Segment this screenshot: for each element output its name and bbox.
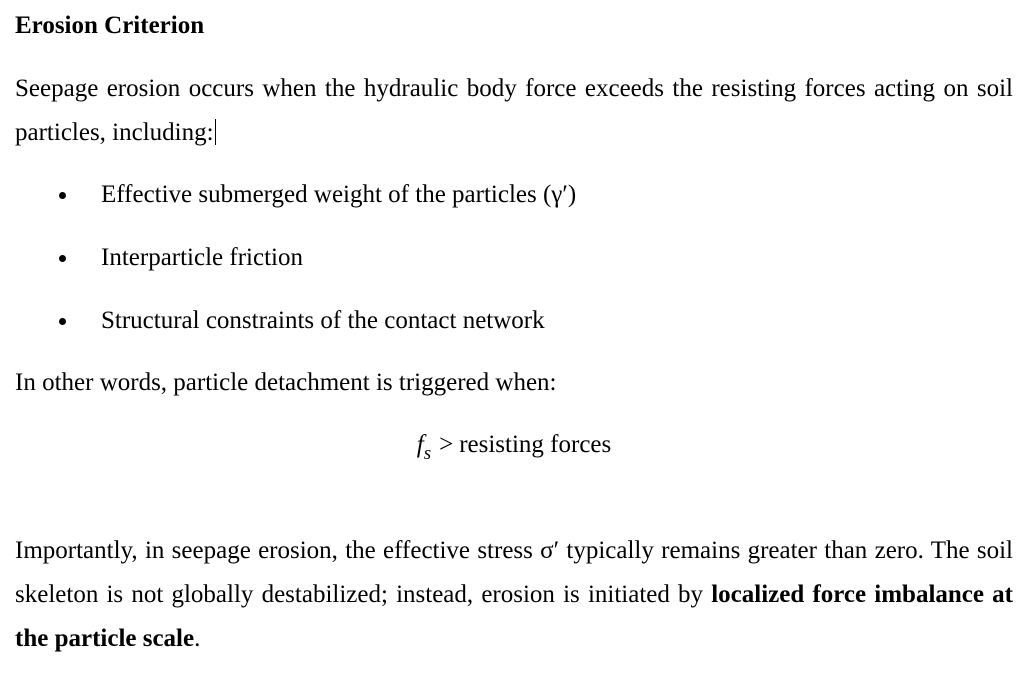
list-item — [15, 305, 1013, 337]
list-item-text: Structural constraints of the contact network — [101, 307, 545, 334]
intro-paragraph[interactable] — [15, 67, 1013, 155]
equation-operator: > — [439, 431, 454, 458]
equation-symbol: f — [416, 431, 424, 458]
list-item — [15, 179, 1013, 211]
equation — [15, 428, 1013, 471]
conclusion-emphasis: localized force imbalance at the particle scale — [15, 581, 1013, 652]
conclusion-end: . — [194, 625, 201, 652]
list-item-text: Effective submerged weight of the particles (γ′) — [101, 181, 577, 208]
equation-rhs: resisting forces — [459, 431, 612, 458]
conclusion-text: Importantly, in seepage erosion, the effective stress σ′ typically remains greater than zero. The soil skeleton is not globally destabilized; instead, erosion is initiated by — [15, 537, 1013, 608]
list-item — [15, 242, 1013, 274]
text-cursor — [215, 119, 216, 145]
conclusion-paragraph — [15, 529, 1013, 661]
intro-text: Seepage erosion occurs when the hydraulic body force exceeds the resisting forces acting on soil particles, including: — [15, 75, 1013, 146]
list-item-text: Interparticle friction — [101, 244, 303, 271]
transition-paragraph: In other words, particle detachment is triggered when: — [15, 369, 557, 396]
section-heading: Erosion Criterion — [15, 12, 205, 39]
equation-subscript: s — [423, 443, 432, 464]
